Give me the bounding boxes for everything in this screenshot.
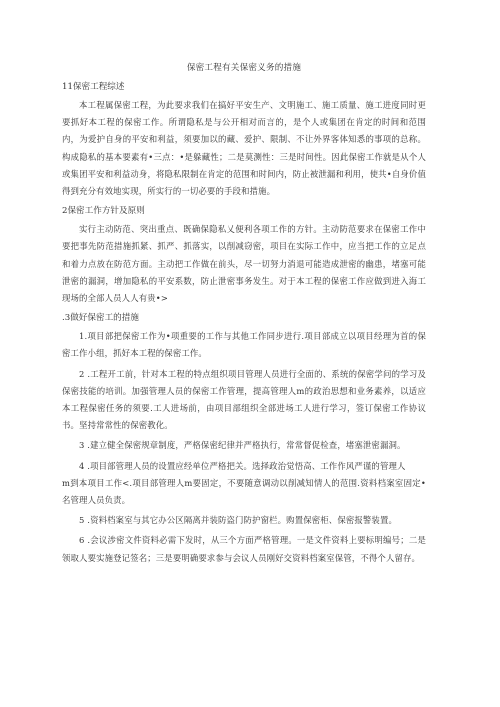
measure-item-4: 4 .项目部管理人员的设置应经单位严格把关。选择政治觉悟高、工作作风严谨的管理人 — [79, 460, 406, 471]
section-heading-measures: .3做好保密工的措施 — [62, 313, 139, 324]
measure-item-1: 1.项目部把保密工作为•项重要的工作与其他工作同步进行.项目部成立以项目经理为首的保密工作小组，抓好本工程的保密工作。 — [62, 331, 426, 359]
measure-item-4-continuation: m到本项目工作<.项目部管理人m要固定，不要随意调动以削减知情人的范围.资料档案室固定•名管理人员负责。 — [62, 477, 426, 506]
overview-paragraph: 本工程属保密工程，为此要求我们在搞好平安生产、文明施工、施工质量、施工进度同时更要抓好本工程的保密工作。所谓隐私是与公开相对而言的，是个人或集团在肯定的时间和范围内，为爱护自身的平安和利益，须要加以的藏、爱护、限制、不让外界客体知悉的事项的总称。构成隐私的基本要素有•三点：•是躲藏性；二是莫测性：三是时间性。因此保密工作就是从个人或集团平安和利益动身，将隐私限制在肯定的范围和时间内，防止被泄漏和利用，使共•自身价值得到充分有效地实现，所实行的一切必要的手段和措施。 — [62, 100, 426, 197]
section-heading-principles: 2保密工作方针及原则 — [62, 206, 145, 217]
principles-paragraph: 实行主动防范、突出重点、既确保隐私乂便利各项工作的方针。主动防范要求在保密工作中要把事先防范措施抓紧、抓严、抓落实，以削减窃密，项目在实际工作中，应当把工作的立足点和着力点放在防范方面。主动把工作做在前头，尽一切努力消退可能造成泄密的幽患，堵塞可能泄密的漏洞，增加隐私的平安系数，防止泄密事务发生。对于本工程的保密工作应做到进入海工现场的全部人员人人有贵•> — [62, 224, 426, 304]
document-title: 保密工程有关保密义务的措施 — [186, 63, 302, 73]
measure-item-2: 2 .工程开工前，针对本工程的特点组织项目管理人员进行全面的、系统的保密学问的学习及保密技能的培训。加强管理人员的保密工作管理，提高管理人m的政治思想和业务素养，以适应本工程保密任务的须要.工人进场前，由项目部组织全部进场工人进行学习，签订保密工作协议书。坚持常常性的保密教化。 — [62, 368, 426, 431]
measure-item-6: 6 .会议涉密文件资料必需下发时，从三个方面严格管理。一是文件资料上要标明编号；二是领取人要实施登记签名；三是要明确要求参与会议人员刚好交资料档案室保管，不得个人留存。 — [62, 535, 426, 563]
section-heading-overview: 11保密工程综述 — [62, 82, 125, 92]
measure-item-3: 3 .建立健全保密规章制度，严格保密纪律并严格执行，常常督促检查，堵塞泄密漏洞。 — [79, 440, 406, 451]
measure-item-5: 5 .资料档案室与其它办公区隔离并装防盗门防护窗栏。购置保密柜、保密报警装置。 — [79, 515, 397, 526]
